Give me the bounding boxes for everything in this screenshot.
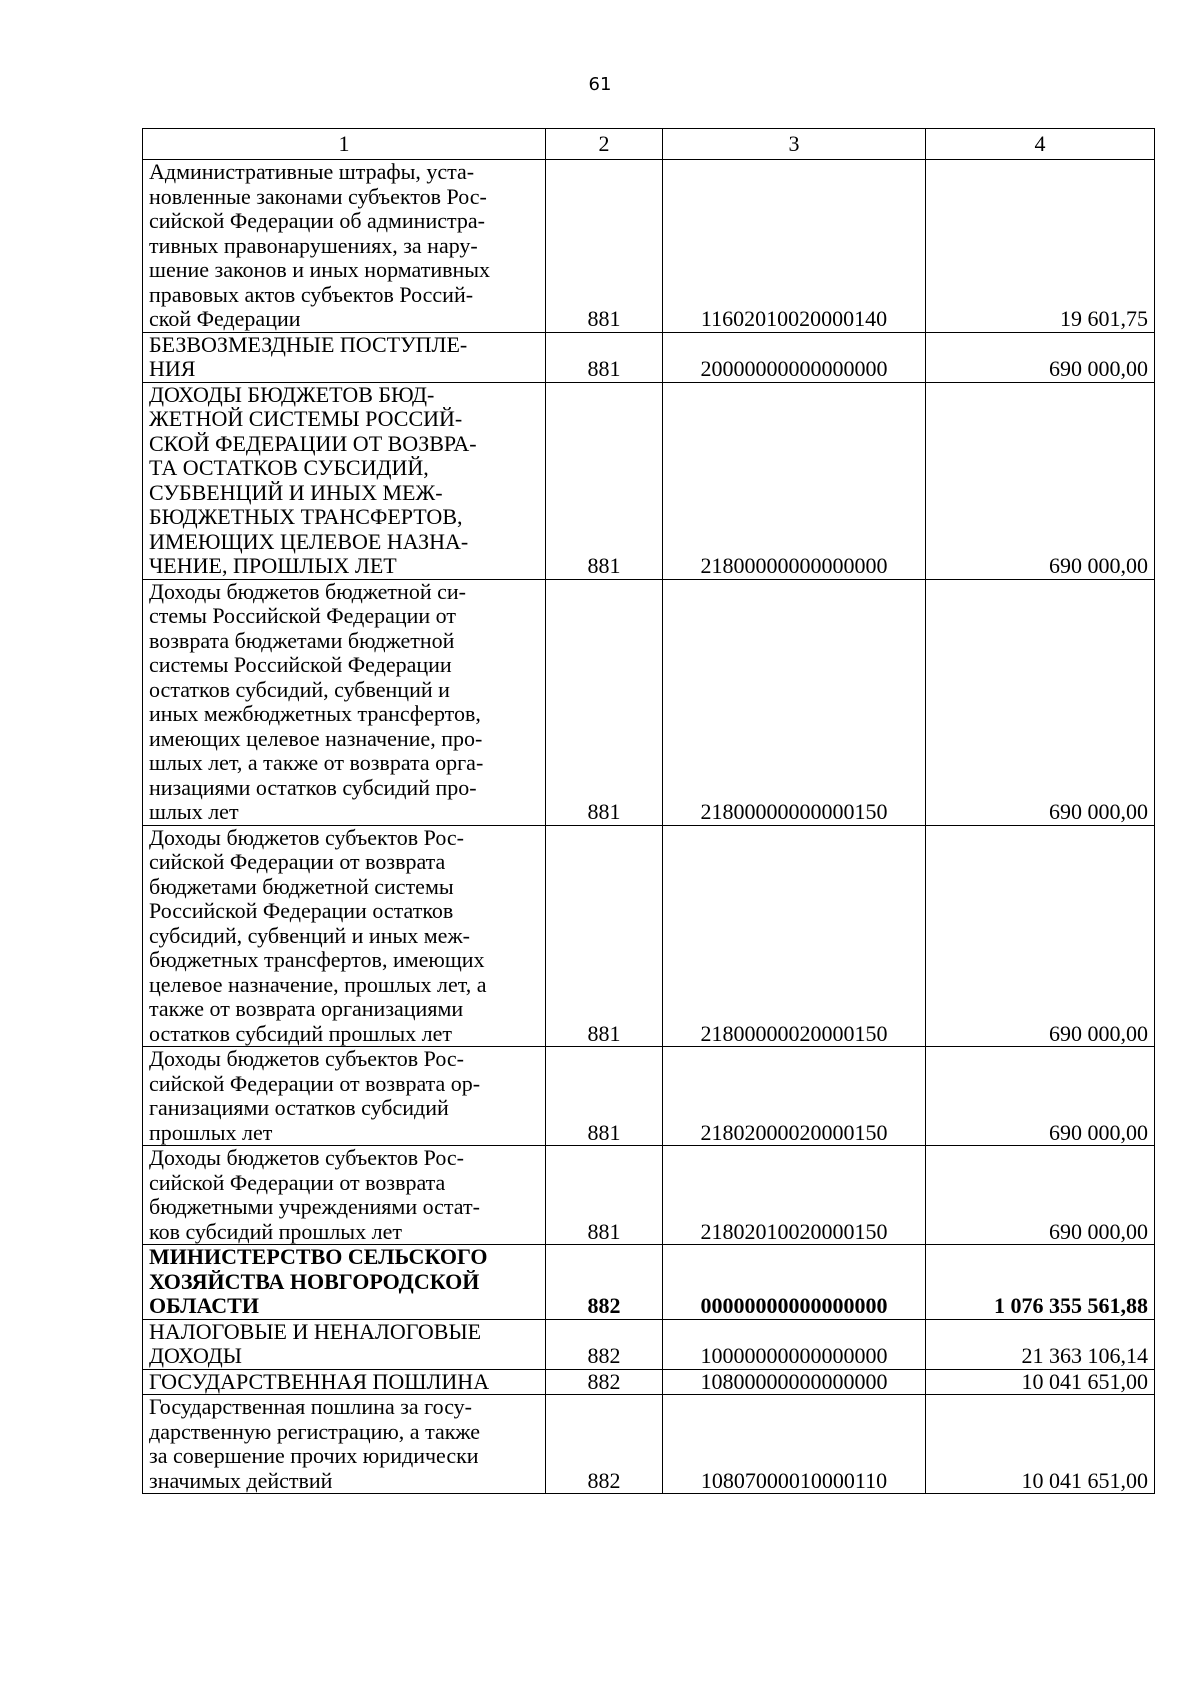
row-name: БЕЗВОЗМЕЗДНЫЕ ПОСТУПЛЕ- НИЯ [143,332,546,382]
row-name: МИНИСТЕРСТВО СЕЛЬСКОГО ХОЗЯЙСТВА НОВГОРОДСКОЙ ОБЛАСТИ [143,1245,546,1320]
row-name: Государственная пошлина за госу- дарственную регистрацию, а также за совершение прочих юридически значимых действий [143,1395,546,1494]
row-name: Доходы бюджетов субъектов Рос- сийской Федерации от возврата бюджетами бюджетной системы Российской Федерации остатков субсидий, субвенций и иных меж- бюджетных трансфертов, имеющих целевое назначение, прошлых лет, а также от возврата организациями остатков субсидий прошлых лет [143,825,546,1047]
row-admin-code: 881 [546,825,663,1047]
row-admin-code: 882 [546,1369,663,1395]
table-body [143,160,1155,1494]
header-row [143,129,1155,160]
table-row [143,579,1155,825]
row-budget-code: 10807000010000110 [663,1395,926,1494]
row-amount: 690 000,00 [926,1047,1155,1146]
row-budget-code: 21800000020000150 [663,825,926,1047]
row-amount: 21 363 106,14 [926,1319,1155,1369]
table-row [143,1395,1155,1494]
row-amount: 19 601,75 [926,160,1155,333]
table-row [143,1047,1155,1146]
table-row [143,332,1155,382]
row-budget-code: 11602010020000140 [663,160,926,333]
column-header-1: 1 [143,129,546,160]
row-amount: 690 000,00 [926,1146,1155,1245]
row-amount: 1 076 355 561,88 [926,1245,1155,1320]
row-amount: 690 000,00 [926,825,1155,1047]
table-row [143,1245,1155,1320]
row-admin-code: 881 [546,332,663,382]
row-name: ДОХОДЫ БЮДЖЕТОВ БЮД- ЖЕТНОЙ СИСТЕМЫ РОССИЙ- СКОЙ ФЕДЕРАЦИИ ОТ ВОЗВРА- ТА ОСТАТКОВ СУБСИДИЙ, СУБВЕНЦИЙ И ИНЫХ МЕЖ- БЮДЖЕТНЫХ ТРАНСФЕРТОВ, ИМЕЮЩИХ ЦЕЛЕВОЕ НАЗНА- ЧЕНИЕ, ПРОШЛЫХ ЛЕТ [143,382,546,579]
row-name: НАЛОГОВЫЕ И НЕНАЛОГОВЫЕ ДОХОДЫ [143,1319,546,1369]
row-budget-code: 10800000000000000 [663,1369,926,1395]
row-admin-code: 881 [546,160,663,333]
table-row [143,825,1155,1047]
row-budget-code: 00000000000000000 [663,1245,926,1320]
row-budget-code: 21802000020000150 [663,1047,926,1146]
column-header-2: 2 [546,129,663,160]
row-admin-code: 881 [546,382,663,579]
row-budget-code: 21800000000000000 [663,382,926,579]
row-amount: 10 041 651,00 [926,1369,1155,1395]
row-name: Доходы бюджетов субъектов Рос- сийской Федерации от возврата бюджетными учреждениями остат- ков субсидий прошлых лет [143,1146,546,1245]
row-amount: 690 000,00 [926,382,1155,579]
table-row [143,1319,1155,1369]
page-number: 61 [588,74,612,95]
column-header-3: 3 [663,129,926,160]
revenue-table [142,128,1155,1494]
row-name: Административные штрафы, уста- новленные законами субъектов Рос- сийской Федерации об администра- тивных правонарушениях, за нару- шение законов и иных нормативных правовых актов субъектов Россий- ской Федерации [143,160,546,333]
row-name: Доходы бюджетов бюджетной си- стемы Российской Федерации от возврата бюджетами бюджетной системы Российской Федерации остатков субсидий, субвенций и иных межбюджетных трансфертов, имеющих целевое назначение, про- шлых лет, а также от возврата орга- низациями остатков субсидий про- шлых лет [143,579,546,825]
table-row [143,1146,1155,1245]
table-row [143,160,1155,333]
row-admin-code: 882 [546,1245,663,1320]
row-budget-code: 10000000000000000 [663,1319,926,1369]
table-row [143,1369,1155,1395]
row-admin-code: 882 [546,1319,663,1369]
row-amount: 690 000,00 [926,332,1155,382]
row-admin-code: 881 [546,579,663,825]
row-budget-code: 20000000000000000 [663,332,926,382]
row-budget-code: 21802010020000150 [663,1146,926,1245]
column-header-4: 4 [926,129,1155,160]
row-name: Доходы бюджетов субъектов Рос- сийской Федерации от возврата ор- ганизациями остатков субсидий прошлых лет [143,1047,546,1146]
row-admin-code: 881 [546,1047,663,1146]
row-amount: 690 000,00 [926,579,1155,825]
row-admin-code: 881 [546,1146,663,1245]
table-row [143,382,1155,579]
row-budget-code: 21800000000000150 [663,579,926,825]
row-amount: 10 041 651,00 [926,1395,1155,1494]
table-header [143,129,1155,160]
row-name: ГОСУДАРСТВЕННАЯ ПОШЛИНА [143,1369,546,1395]
row-admin-code: 882 [546,1395,663,1494]
